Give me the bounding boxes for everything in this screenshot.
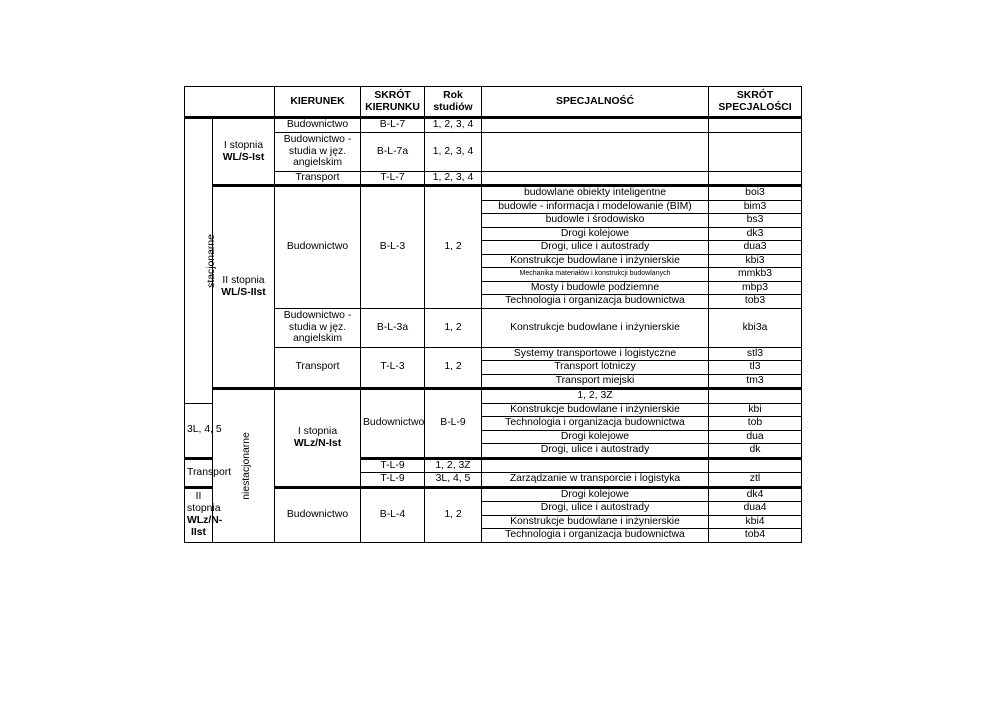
skrot-kierunku-cell: B-L-9 (425, 389, 482, 459)
spec-code-cell: tm3 (709, 374, 802, 389)
level-cell (185, 487, 223, 542)
spec-cell: Mechanika materiałów i konstrukcji budowlanych (482, 268, 709, 282)
rok-cell: 1, 2 (425, 186, 482, 309)
table-row (185, 171, 802, 186)
spec-cell (482, 458, 709, 473)
spec-cell (482, 118, 709, 133)
header-skrot-kierunku: SKRÓT KIERUNKU (361, 87, 425, 118)
level-name: II stopnia (187, 491, 221, 515)
spec-cell: Technologia i organizacja budownictwa (482, 295, 709, 309)
spec-code-cell: stl3 (709, 347, 802, 361)
mode-label: niestacjonarne (240, 431, 252, 500)
table-row (185, 487, 802, 502)
kierunek-cell: Budownictwo (275, 186, 361, 309)
table-row (185, 186, 802, 201)
table-row (185, 118, 802, 133)
spec-cell: Drogi kolejowe (482, 430, 709, 444)
spec-code-cell: ztl (709, 473, 802, 488)
level-name: I stopnia (297, 425, 338, 437)
spec-code-cell: mmkb3 (709, 268, 802, 282)
header-specjalnosc: SPECJALNOŚĆ (482, 87, 709, 118)
rok-cell: 1, 2 (425, 347, 482, 389)
kierunek-cell: Transport (275, 171, 361, 186)
spec-cell: Mosty i budowle podziemne (482, 281, 709, 295)
spec-code-cell: dua (709, 430, 802, 444)
kierunek-cell: Budownictwo (275, 118, 361, 133)
kierunek-cell: Transport (185, 458, 213, 487)
spec-cell: Drogi kolejowe (482, 227, 709, 241)
spec-code-cell: kbi3 (709, 254, 802, 268)
spec-cell (482, 171, 709, 186)
rok-cell: 1, 2 (425, 308, 482, 347)
spec-code-cell: boi3 (709, 186, 802, 201)
spec-code-cell (709, 132, 802, 171)
spec-cell: budowle i środowisko (482, 214, 709, 228)
kierunek-cell: Budownictwo - studia w jęz. angielskim (275, 132, 361, 171)
spec-cell: Systemy transportowe i logistyczne (482, 347, 709, 361)
spec-code-cell: kbi4 (709, 515, 802, 529)
rok-cell: 1, 2, 3Z (425, 458, 482, 473)
spec-cell: Transport miejski (482, 374, 709, 389)
spec-code-cell (709, 458, 802, 473)
spec-code-cell: dk4 (709, 487, 802, 502)
spec-code-cell: dk3 (709, 227, 802, 241)
level-name: II stopnia (222, 275, 265, 287)
spec-cell: Konstrukcje budowlane i inżynierskie (482, 515, 709, 529)
spec-code-cell: bim3 (709, 200, 802, 214)
mode-label: stacjonarne (205, 233, 217, 288)
skrot-kierunku-cell: T-L-9 (361, 458, 425, 473)
skrot-kierunku-cell: T-L-7 (361, 171, 425, 186)
level-cell (213, 186, 275, 389)
level-cell (275, 389, 361, 488)
spec-code-cell: dua3 (709, 241, 802, 255)
skrot-kierunku-cell: T-L-3 (361, 347, 425, 389)
spec-cell: Drogi, ulice i autostrady (482, 241, 709, 255)
level-cell (213, 118, 275, 186)
rok-cell: 1, 2, 3, 4 (425, 132, 482, 171)
mode-stacjonarne-cell (185, 118, 217, 404)
rok-cell: 3L, 4, 5 (425, 473, 482, 488)
table-row (185, 132, 802, 171)
level-code: WL/S-Ist (222, 151, 265, 163)
level-code: WLz/N-IIst (187, 515, 223, 538)
skrot-kierunku-cell: B-L-7a (361, 132, 425, 171)
level-code: WL/S-IIst (221, 287, 266, 298)
spec-code-cell: kbi3a (709, 308, 802, 347)
spec-cell: Konstrukcje budowlane i inżynierskie (482, 254, 709, 268)
rok-cell: 1, 2, 3, 4 (425, 118, 482, 133)
table-row (185, 308, 802, 347)
rok-cell: 1, 2, 3, 4 (425, 171, 482, 186)
rok-cell: 1, 2 (425, 487, 482, 542)
kierunek-cell: Transport (275, 347, 361, 389)
rok-cell: 3L, 4, 5 (185, 403, 213, 458)
spec-cell: Zarządzanie w transporcie i logistyka (482, 473, 709, 488)
spec-cell: Drogi kolejowe (482, 487, 709, 502)
spec-code-cell: bs3 (709, 214, 802, 228)
skrot-kierunku-cell: B-L-7 (361, 118, 425, 133)
skrot-kierunku-cell: B-L-3 (361, 186, 425, 309)
spec-code-cell: tob3 (709, 295, 802, 309)
spec-code-cell: kbi (709, 403, 802, 417)
header-kierunek: KIERUNEK (275, 87, 361, 118)
level-code: WLz/N-Ist (293, 437, 342, 449)
spec-cell: Drogi, ulice i autostrady (482, 502, 709, 516)
spec-cell: Technologia i organizacja budownictwa (482, 529, 709, 543)
spec-cell: Konstrukcje budowlane i inżynierskie (482, 308, 709, 347)
kierunek-cell: Budownictwo (275, 487, 361, 542)
spec-code-cell (709, 171, 802, 186)
skrot-kierunku-cell: T-L-9 (361, 473, 425, 488)
spec-cell: Konstrukcje budowlane i inżynierskie (482, 403, 709, 417)
header-blank-cell (185, 87, 275, 118)
spec-code-cell: tob (709, 417, 802, 431)
spec-cell: Drogi, ulice i autostrady (482, 444, 709, 459)
kierunek-cell: Budownictwo - studia w jęz. angielskim (275, 308, 361, 347)
spec-cell: Transport lotniczy (482, 361, 709, 375)
spec-code-cell (709, 118, 802, 133)
spec-code-cell: dua4 (709, 502, 802, 516)
header-row (185, 87, 802, 118)
spec-cell: budowlane obiekty inteligentne (482, 186, 709, 201)
header-skrot-specjalnosci: SKRÓT SPECJALOŚCI (709, 87, 802, 118)
spec-cell: Technologia i organizacja budownictwa (482, 417, 709, 431)
level-name: I stopnia (223, 139, 264, 151)
skrot-kierunku-cell: B-L-4 (361, 487, 425, 542)
specializations-table (184, 86, 802, 543)
spec-code-cell: tl3 (709, 361, 802, 375)
spec-code-cell: dk (709, 444, 802, 459)
header-rok-studiow: Rok studiów (425, 87, 482, 118)
spec-cell: budowle - informacja i modelowanie (BIM) (482, 200, 709, 214)
spec-cell (482, 132, 709, 171)
table-row (185, 389, 802, 404)
kierunek-cell: Budownictwo (361, 389, 425, 459)
table-row (185, 347, 802, 361)
skrot-kierunku-cell: B-L-3a (361, 308, 425, 347)
spec-code-cell: mbp3 (709, 281, 802, 295)
spec-code-cell: tob4 (709, 529, 802, 543)
rok-cell: 1, 2, 3Z (482, 389, 709, 404)
spec-cell (709, 389, 802, 404)
